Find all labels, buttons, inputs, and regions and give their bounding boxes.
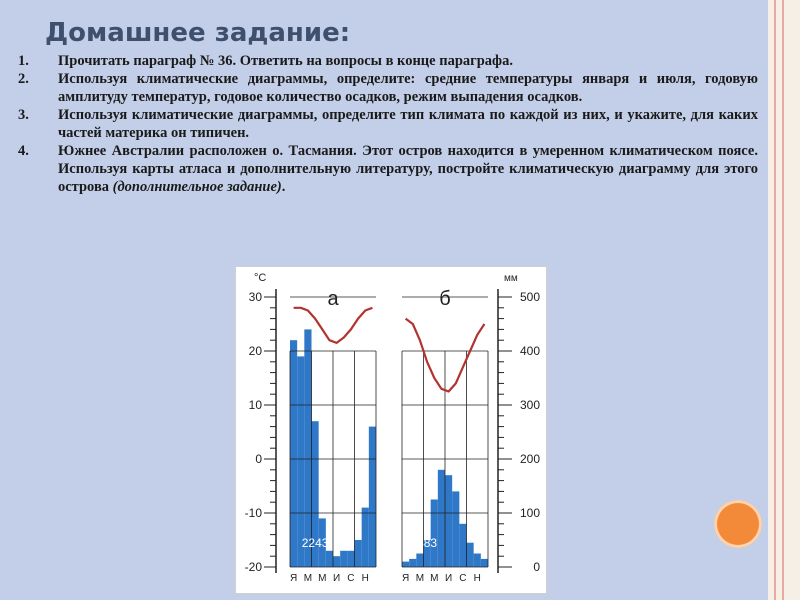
- task-item: [18, 142, 758, 196]
- temp-tick-label: -20: [244, 560, 262, 574]
- slide-right-border: [768, 0, 800, 600]
- temp-unit-label: °С: [254, 272, 267, 284]
- diagram-a-precip-bar: [290, 340, 297, 567]
- diagram-a-precip-total: 2243: [301, 536, 329, 550]
- precip-unit-label: мм: [504, 273, 518, 284]
- temp-tick-label: 20: [248, 344, 262, 358]
- decorative-circle: [714, 500, 762, 548]
- precip-tick-label: 200: [519, 452, 540, 466]
- diagram-b-month-label: Н: [473, 573, 481, 584]
- task-item: [18, 52, 758, 70]
- diagram-b-precip-bar: [459, 524, 466, 567]
- diagram-a-precip-bar: [304, 329, 311, 567]
- diagram-b-precip-bar: [438, 470, 445, 567]
- diagram-b-precip-bar: [402, 562, 409, 567]
- diagram-b-precip-bar: [431, 500, 438, 568]
- diagram-a-precip-bar: [369, 427, 376, 567]
- diagram-b-precip-bar: [474, 554, 481, 568]
- diagram-a-precip-bar: [326, 551, 333, 567]
- slide-title: Домашнее задание:: [45, 18, 351, 48]
- diagram-a-month-label: И: [332, 573, 341, 584]
- border-line: [774, 0, 776, 600]
- task-number: 2.: [18, 71, 29, 87]
- diagram-a-month-label: М: [318, 573, 327, 584]
- diagram-b-month-label: М: [430, 573, 439, 584]
- task-text: Южнее Австралии расположен о. Тасмания. Этот остров находится в умеренном климатическом поясе. Используя карты атласа и дополнительную литературу, постройте климатическую диаграмму для этого острова: [58, 143, 758, 195]
- task-list: [18, 52, 758, 196]
- task-emphasis: (дополнительное задание): [112, 179, 282, 195]
- temp-tick-label: 10: [248, 398, 262, 412]
- diagram-b-month-label: И: [444, 573, 453, 584]
- precip-tick-label: 400: [519, 344, 540, 358]
- border-line: [782, 0, 784, 600]
- diagram-a-precip-bar: [333, 556, 340, 567]
- temp-tick-label: 0: [255, 452, 262, 466]
- climate-diagrams: [235, 266, 547, 594]
- diagram-a-precip-bar: [362, 508, 369, 567]
- diagram-b-precip-total: 883: [417, 536, 438, 550]
- diagram-a-month-label: С: [347, 573, 355, 584]
- diagram-b-month-label: Я: [401, 573, 410, 584]
- precip-tick-label: 0: [533, 560, 540, 574]
- diagram-a-month-label: М: [303, 573, 313, 584]
- diagram-b-precip-bar: [452, 491, 459, 567]
- task-number: 4.: [18, 143, 29, 159]
- diagram-a-precip-bar: [340, 551, 347, 567]
- diagram-b-month-label: М: [415, 573, 425, 584]
- diagram-b-precip-bar: [445, 475, 452, 567]
- task-text: Прочитать параграф № 36. Ответить на вопросы в конце параграфа.: [58, 53, 513, 69]
- diagram-b-label: б: [439, 288, 451, 311]
- diagram-b-month-label: С: [459, 573, 467, 584]
- precip-tick-label: 100: [519, 506, 540, 520]
- diagram-b-precip-bar: [467, 543, 474, 567]
- diagram-a-precip-bar: [347, 551, 354, 567]
- precip-tick-label: 300: [519, 398, 540, 412]
- task-number: 3.: [18, 107, 29, 123]
- task-item: [18, 70, 758, 106]
- diagram-b-precip-bar: [416, 554, 423, 568]
- temp-tick-label: -10: [244, 506, 262, 520]
- task-number: 1.: [18, 53, 29, 69]
- diagram-a-month-label: Н: [361, 573, 369, 584]
- climate-diagrams-svg: [236, 267, 546, 593]
- task-text: Используя климатические диаграммы, определите тип климата по каждой из них, и укажите, для каких частей материка он типичен.: [58, 107, 758, 141]
- precip-tick-label: 500: [519, 290, 540, 304]
- diagram-b-precip-bar: [481, 559, 488, 567]
- diagram-a-label: а: [327, 288, 339, 311]
- diagram-b-precip-bar: [409, 559, 416, 567]
- task-item: [18, 106, 758, 142]
- diagram-a-month-label: Я: [289, 573, 298, 584]
- diagram-a-precip-bar: [355, 540, 362, 567]
- task-text: Используя климатические диаграммы, определите: средние температуры января и июля, годовую амплитуду температур, годовое количество осадков, режим выпадения осадков.: [58, 71, 758, 105]
- temp-tick-label: 30: [248, 290, 262, 304]
- task-tail: .: [281, 179, 286, 195]
